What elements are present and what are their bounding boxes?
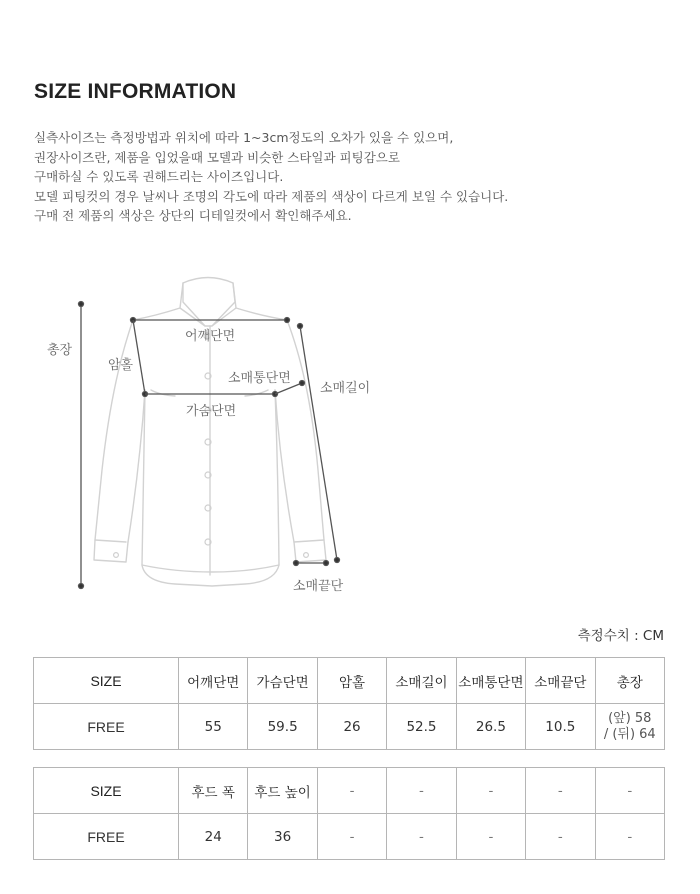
note-line: 권장사이즈란, 제품을 입었을때 모델과 비슷한 스타일과 피팅감으로 (34, 149, 400, 165)
total-length-back: / (뒤) 64 (603, 726, 656, 742)
total-length-cell (595, 704, 664, 750)
shirt-measurement-diagram (0, 270, 700, 610)
table-header-cell: 암홀 (317, 658, 386, 704)
table-cell: 10.5 (526, 704, 595, 750)
note-line: 구매하실 수 있도록 권해드리는 사이즈입니다. (34, 169, 284, 184)
table-cell: - (317, 814, 386, 860)
table-header-cell: - (317, 768, 386, 814)
shoulder-label: 어깨단면 (185, 329, 236, 344)
table-header-cell: - (595, 768, 664, 814)
table-header-cell: 후드 높이 (248, 768, 317, 814)
table-cell: 59.5 (248, 704, 317, 750)
table-header-cell: SIZE (34, 768, 179, 814)
shirt-illustration (0, 270, 700, 610)
note-line: 모델 피팅컷의 경우 날씨나 조명의 각도에 따라 제품의 색상이 다르게 보일 수 있습니다. (34, 188, 509, 204)
size-cell: FREE (34, 814, 179, 860)
total-length-front: (앞) 58 (608, 710, 652, 726)
sleeve-width-label: 소매통단면 (228, 371, 291, 386)
size-notes (34, 128, 508, 226)
size-cell: FREE (34, 704, 179, 750)
table-header-cell: 가슴단면 (248, 658, 317, 704)
table-header-cell: 총장 (595, 658, 664, 704)
table-header-cell: - (387, 768, 456, 814)
note-line: 실측사이즈는 측정방법과 위치에 따라 1~3cm정도의 오차가 있을 수 있으며, (34, 130, 454, 145)
size-table-hood (33, 767, 665, 860)
cuff-label: 소매끝단 (293, 579, 344, 594)
size-table-main (33, 657, 665, 750)
table-cell: - (456, 814, 525, 860)
table-row (34, 814, 665, 860)
table-header-cell: 후드 폭 (179, 768, 248, 814)
table-header-cell: - (456, 768, 525, 814)
table-cell: - (387, 814, 456, 860)
note-line: 구매 전 제품의 색상은 상단의 디테일컷에서 확인해주세요. (34, 208, 352, 223)
table-header-cell: 소매끝단 (526, 658, 595, 704)
table-cell: 24 (179, 814, 248, 860)
table-row (34, 704, 665, 750)
table-header-row (34, 658, 665, 704)
table-cell: 26.5 (456, 704, 525, 750)
sleeve-length-label: 소매길이 (320, 381, 371, 396)
total-length-label: 총장 (47, 343, 73, 358)
armhole-label: 암홀 (108, 358, 134, 373)
table-header-cell: - (526, 768, 595, 814)
table-cell: - (526, 814, 595, 860)
table-cell: 36 (248, 814, 317, 860)
table-header-cell: 소매길이 (387, 658, 456, 704)
table-cell: 26 (317, 704, 386, 750)
table-cell: - (595, 814, 664, 860)
measurement-unit: 측정수치 : CM (577, 628, 664, 644)
table-header-cell: SIZE (34, 658, 179, 704)
chest-label: 가슴단면 (186, 404, 237, 419)
table-cell: 52.5 (387, 704, 456, 750)
table-cell: 55 (179, 704, 248, 750)
page-title: SIZE INFORMATION (34, 80, 237, 103)
table-header-cell: 소매통단면 (456, 658, 525, 704)
table-header-row (34, 768, 665, 814)
table-header-cell: 어깨단면 (179, 658, 248, 704)
